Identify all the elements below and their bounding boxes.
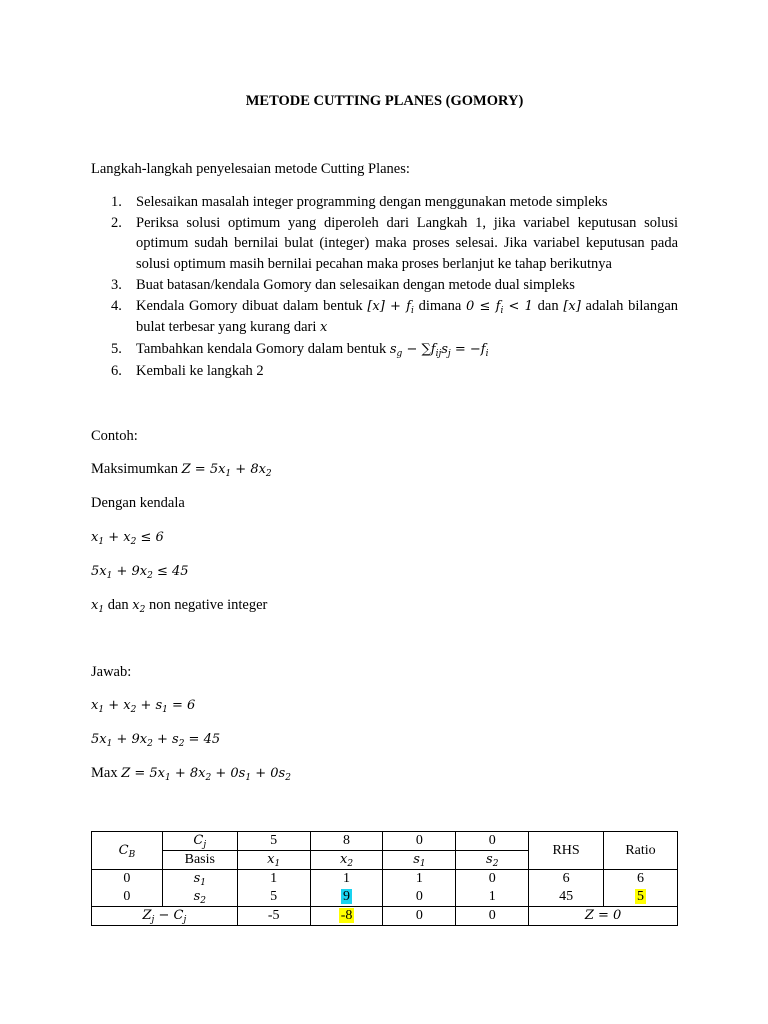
var-header-s1: $s_1$ [383, 851, 456, 870]
zj-cj-label: $Z_j - C_j$ [92, 907, 238, 926]
table-row [92, 870, 678, 907]
simplex-table [91, 831, 678, 926]
pivot-element: 9 [343, 889, 351, 904]
x2-values: 1 9 [310, 870, 383, 907]
cj-header: $C_j$ [162, 832, 237, 851]
kendala-heading: Dengan kendala [91, 495, 185, 511]
z-value: Z = 0 [529, 907, 678, 926]
basis-header: Basis [162, 851, 237, 870]
list-item: 6. Kembali ke langkah 2 [111, 362, 264, 379]
s1-values: 1 0 [383, 870, 456, 907]
zj-value: 0 [456, 907, 529, 926]
zj-value [310, 907, 383, 926]
cj-value: 8 [310, 832, 383, 851]
min-ratio: 5 [637, 889, 645, 904]
intro-text: Langkah-langkah penyelesaian metode Cutting Planes: [91, 161, 410, 177]
standard-constraint-2: $5x_1 + 9x_2 + s_2 = 45$ [91, 732, 221, 749]
cb-values: 0 0 [92, 870, 163, 907]
standard-constraint-1: $x_1 + x_2 + s_1 = 6$ [91, 698, 196, 715]
contoh-heading: Contoh: [91, 428, 138, 444]
rhs-header: RHS [529, 832, 604, 870]
zj-value: 0 [383, 907, 456, 926]
constraint-2: $5x_1 + 9x_2 \le 45$ [91, 564, 189, 581]
standard-objective: Max $Z = 5x_1 + 8x_2 + 0s_1 + 0s_2$ [91, 765, 291, 783]
steps-list [91, 192, 678, 381]
cj-value: 5 [237, 832, 310, 851]
entering-value: -8 [340, 908, 353, 923]
list-item: 3. Buat batasan/kendala Gomory dan selesaikan dengan metode dual simpleks [111, 276, 575, 293]
list-item: 1. Selesaikan masalah integer programming dengan menggunakan metode simpleks [111, 194, 608, 210]
ratio-header: Ratio [604, 832, 678, 870]
cj-value: 0 [383, 832, 456, 851]
list-item: 2. Periksa solusi optimum yang diperoleh dari Langkah 1, jika variabel keputusan solusi optimum sudah bernilai bulat (integer) maka proses selesai. Jika variabel keputusan pada solusi optimum masih bernilai pecahan maka proses berlanjut ke tahap berikutnya [111, 214, 678, 273]
objective-function: Maksimumkan $Z = 5x_1 + 8x_2$ [91, 461, 272, 479]
page-title: METODE CUTTING PLANES (GOMORY) [245, 93, 524, 109]
var-header-x2: $x_2$ [310, 851, 383, 870]
s2-values: 0 1 [456, 870, 529, 907]
x1-values: 1 5 [237, 870, 310, 907]
var-header-x1: $x_1$ [237, 851, 310, 870]
ratio-values: 6 5 [604, 870, 678, 907]
var-header-s2: $s_2$ [456, 851, 529, 870]
table-row [92, 907, 678, 926]
list-item: 4. Kendala Gomory dibuat dalam bentuk $[x] + f_i$ dimana $0 \le f_i < 1$ dan [x] adalah bilangan bulat terbesar yang kurang dari x [111, 297, 679, 336]
zj-value: -5 [237, 907, 310, 926]
table-row [92, 832, 678, 851]
jawab-heading: Jawab: [91, 664, 132, 680]
basis-values: $s_1$ $s_2$ [162, 870, 237, 907]
list-item: 5. Tambahkan kendala Gomory dalam bentuk $s_g - \sum f_{ij}s_j = -f_i$ [111, 340, 489, 359]
cj-value: 0 [456, 832, 529, 851]
constraint-nonneg: $x_1$ dan $x_2$ non negative integer [91, 597, 268, 615]
constraint-1: $x_1 + x_2 \le 6$ [91, 530, 164, 547]
cb-header: $C_B$ [92, 832, 163, 870]
rhs-values: 6 45 [529, 870, 604, 907]
